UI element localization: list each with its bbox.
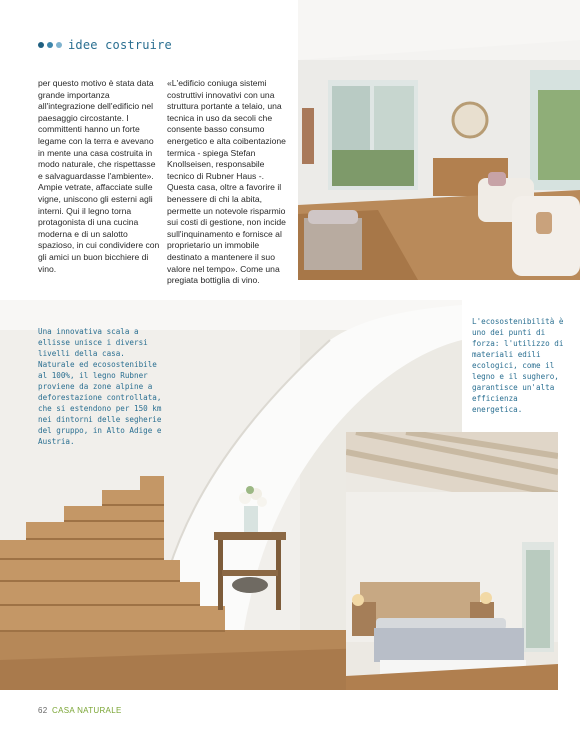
dot-2	[47, 42, 53, 48]
section-dots	[38, 42, 62, 48]
caption-ecosustainability	[472, 316, 568, 415]
article-text-1: per questo motivo è stata data grande importanza all'integrazione dell'edificio nel paesaggio circostante. I committenti hanno un forte legame con la terra e avevano in mente una casa costruita in modo naturale, che rispettasse e salvaguardasse l'ambiente». Ampie vetrate, affacciate sulle vigne, uniscono gli esterni agli interni. Qui il legno torna protagonista di una cucina moderna e di un salotto spazioso, in cui condividere con gli amici un buon bicchiere di vino.	[38, 78, 160, 274]
page-footer	[38, 706, 122, 715]
caption-eco-text: L'ecosostenibilità è uno dei punti di forza: l'utilizzo di materiali edili ecologici, come il legno e il sughero, garantisce un'alta efficienza energetica.	[472, 317, 564, 414]
dot-1	[38, 42, 44, 48]
dot-3	[56, 42, 62, 48]
bedroom-photo	[346, 432, 558, 690]
article-column-2	[167, 78, 292, 287]
article-column-1	[38, 78, 160, 275]
page-number: 62	[38, 706, 48, 715]
caption-staircase-text: Una innovativa scala a ellisse unisce i diversi livelli della casa. Naturale ed ecosostenibile al 100%, il legno Rubner proviene da zone alpine a deforestazione controllata, che si estendono per 150 km nei dintorni delle segherie del gruppo, in Alto Adige e Austria.	[38, 327, 162, 446]
section-label: idee costruire	[68, 38, 172, 52]
caption-staircase	[38, 326, 162, 447]
section-header	[38, 38, 172, 52]
magazine-name: CASA NATURALE	[52, 706, 122, 715]
living-room-photo	[298, 0, 580, 280]
article-text-2: «L'edificio coniuga sistemi costruttivi innovativi con una struttura portante a telaio, una tecnica in uso da secoli che consente basso consumo energetico e alta coibentazione termica - spiega Stefan Knollseisen, responsabile tecnico di Rubner Haus -. Questa casa, oltre a favorire il benessere di chi la abita, permette un notevole risparmio sui costi di gestione, non incide sull'inquinamento e fornisce al proprietario un immobile destinato a mantenere il suo valore nel tempo». Come una pregiata bottiglia di vino.	[167, 78, 286, 286]
